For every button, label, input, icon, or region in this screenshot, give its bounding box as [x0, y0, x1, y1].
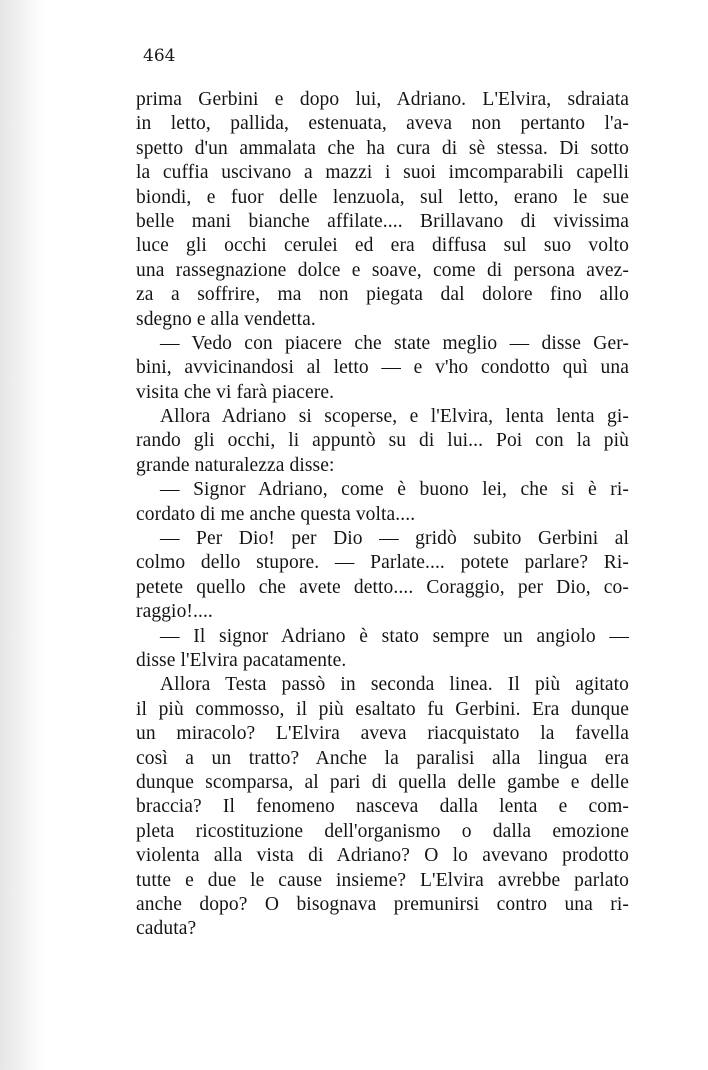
- text-line: un miracolo? L'Elvira aveva riacquistato la favella: [136, 723, 629, 745]
- text-line: disse l'Elvira pacatamente.: [136, 649, 347, 671]
- text-line: il più commosso, il più esaltato fu Gerbini. Era dunque: [136, 698, 629, 720]
- text-line: — Il signor Adriano è stato sempre un angiolo —: [160, 625, 629, 647]
- text-line: tutte e due le cause insieme? L'Elvira avrebbe parlato: [136, 869, 629, 891]
- text-line: caduta?: [136, 918, 197, 940]
- text-line: spetto d'un ammalata che ha cura di sè stessa. Di sotto: [136, 137, 629, 159]
- text-line: braccia? Il fenomeno nasceva dalla lenta e com-: [136, 796, 629, 818]
- text-line: visita che vi farà piacere.: [136, 381, 335, 403]
- text-line: violenta alla vista di Adriano? O lo avevano prodotto: [136, 845, 629, 867]
- text-line: la cuffia uscivano a mazzi i suoi imcomparabili capelli: [136, 162, 629, 184]
- text-line: — Per Dio! per Dio — gridò subito Gerbini al: [160, 528, 629, 550]
- text-line: prima Gerbini e dopo lui, Adriano. L'Elvira, sdraiata: [136, 89, 629, 110]
- text-line: Allora Adriano si scoperse, e l'Elvira, lenta lenta gi-: [160, 406, 629, 428]
- text-line: sdegno e alla vendetta.: [136, 308, 316, 330]
- text-line: luce gli occhi cerulei ed era diffusa sul suo volto: [136, 235, 629, 257]
- text-line: bini, avvicinandosi al letto — e v'ho condotto quì una: [136, 357, 629, 379]
- text-line: — Vedo con piacere che state meglio — disse Ger-: [160, 332, 629, 354]
- text-line: grande naturalezza disse:: [136, 454, 335, 476]
- text-line: così a un tratto? Anche la paralisi alla lingua era: [136, 747, 629, 769]
- text-line: in letto, pallida, estenuata, aveva non pertanto l'a-: [136, 113, 629, 135]
- text-line: anche dopo? O bisognava premunirsi contro una ri-: [136, 893, 629, 915]
- text-line: petete quello che avete detto.... Coraggio, per Dio, co-: [136, 576, 629, 598]
- page-number: 464: [143, 46, 176, 66]
- text-line: dunque scomparsa, al pari di quella delle gambe e delle: [136, 771, 629, 793]
- text-line: rando gli occhi, li appuntò su di lui... Poi con la più: [136, 430, 629, 452]
- page-text-body: [136, 88, 629, 942]
- text-line: una rassegnazione dolce e soave, come di persona avez-: [136, 259, 629, 281]
- text-line: — Signor Adriano, come è buono lei, che si è ri-: [160, 479, 629, 501]
- text-line: raggio!....: [136, 601, 213, 623]
- text-line: belle mani bianche affilate.... Brillavano di vivissima: [136, 210, 629, 232]
- text-line: Allora Testa passò in seconda linea. Il più agitato: [160, 674, 629, 696]
- text-line: pleta ricostituzione dell'organismo o dalla emozione: [136, 820, 629, 842]
- text-line: colmo dello stupore. — Parlate.... potete parlare? Ri-: [136, 552, 629, 574]
- text-line: za a soffrire, ma non piegata dal dolore fino allo: [136, 284, 629, 306]
- text-line: biondi, e fuor delle lenzuola, sul letto, erano le sue: [136, 186, 629, 208]
- text-line: cordato di me anche questa volta....: [136, 503, 416, 525]
